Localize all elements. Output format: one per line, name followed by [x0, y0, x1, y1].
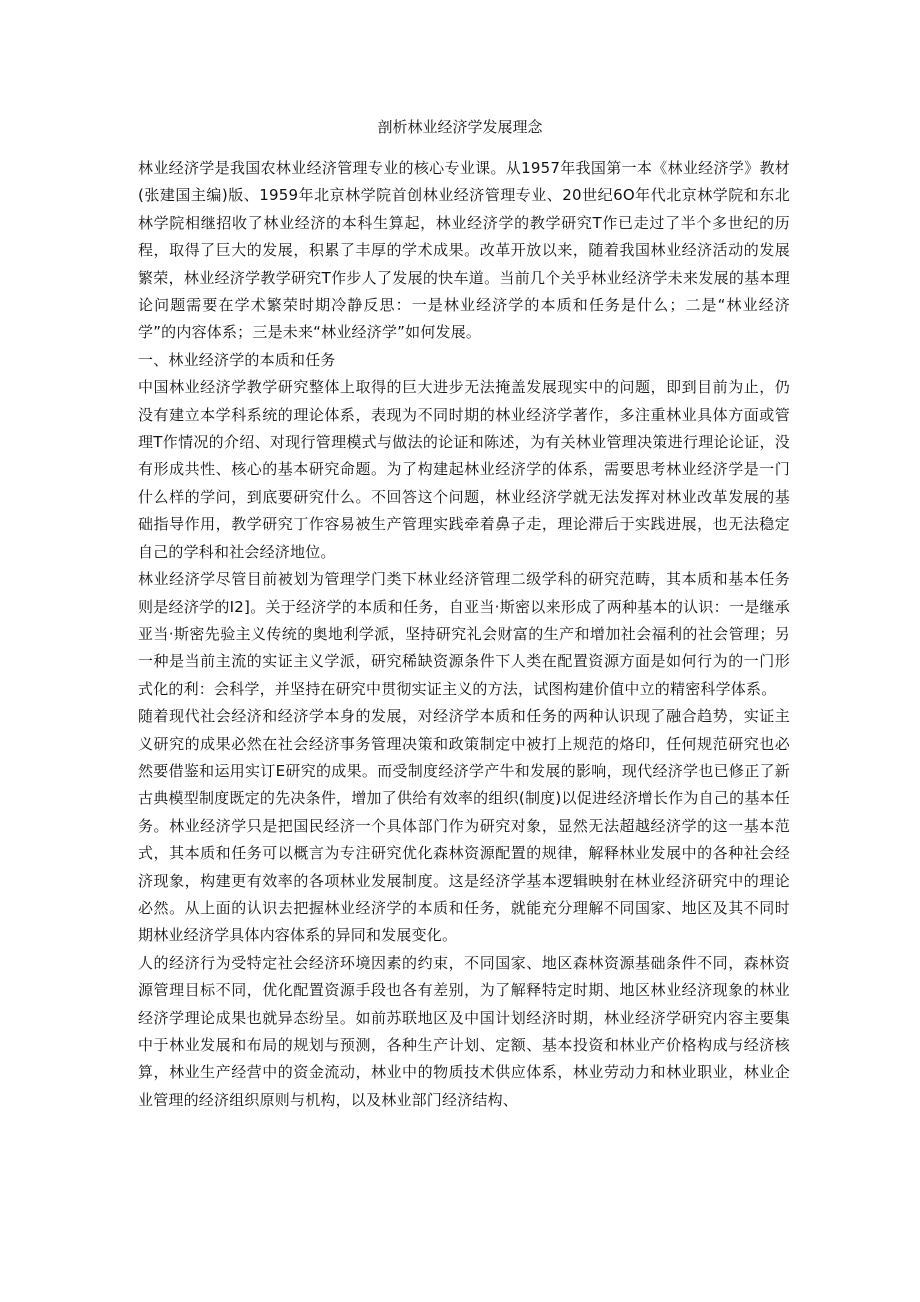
section-paragraph-1: 中国林业经济学教学研究整体上取得的巨大进步无法掩盖发展现实中的问题，即到目前为止，仍没有建立本学科系统的理论体系，表现为不同时期的林业经济学著作，多注重林业具体方面或管理T作情况的介绍、对现行管理模式与做法的论证和陈述，为有关林业管理决策进行理论论证，没有形成共性、核心的基本研究命题。为了构建起林业经济学的体系，需要思考林业经济学是一门什么样的学问，到底要研究什么。不回答这个问题，林业经济学就无法发挥对林业改革发展的基础指导作用，教学研究丁作容易被生产管理实践牵着鼻子走，理论滞后于实践进展，也无法稳定自己的学科和社会经济地位。	[138, 378, 790, 561]
section-paragraph-4: 人的经济行为受特定社会经济环境因素的约束，不同国家、地区森林资源基础条件不同，森林资源管理目标不同，优化配置资源手段也各有差别，为了解释特定时期、地区林业经济现象的林业经济学理论成果也就异态纷呈。如前苏联地区及中国计划经济时期，林业经济学研究内容主要集中于林业发展和布局的规划与预测，各种生产计划、定额、基本投资和林业产价格构成与经济核算，林业生产经营中的资金流动，林业中的物质技术供应体系，林业劳动力和林业职业，林业企业管理的经济组织原则与机构，以及林业部门经济结构、	[138, 953, 790, 1109]
document-body	[138, 155, 790, 1114]
section-heading: 一、林业经济学的本质和任务	[138, 350, 336, 369]
intro-paragraph: 林业经济学是我国农林业经济管理专业的核心专业课。从1957年我国第一本《林业经济学》教材(张建国主编)版、1959年北京林学院首创林业经济管理专业、20世纪6O年代北京林学院和东北林学院相继招收了林业经济的本科生算起，林业经济学的教学研究T作已走过了半个多世纪的历程，取得了巨大的发展，积累了丰厚的学术成果。改革开放以来，随着我国林业经济活动的发展繁荣，林业经济学教学研究T作步人了发展的快车道。当前几个关乎林业经济学未来发展的基本理论问题需要在学术繁荣时期冷静反思：一是林业经济学的本质和任务是什么；二是“林业经济学”的内容体系；三是未来“林业经济学”如何发展。	[138, 159, 790, 342]
document-title: 剖析林业经济学发展理念	[377, 118, 543, 136]
section-paragraph-3: 随着现代社会经济和经济学本身的发展，对经济学本质和任务的两种认识现了融合趋势，实证主义研究的成果必然在社会经济事务管理决策和政策制定中被打上规范的烙印，任何规范研究也必然要借鉴和运用实订E研究的成果。而受制度经济学产牛和发展的影响，现代经济学也已修正了新古典模型制度既定的先决条件，增加了供给有效率的组织(制度)以促进经济增长作为自己的基本任务。林业经济学只是把国民经济一个具体部门作为研究对象，显然无法超越经济学的这一基本范式，其本质和任务可以概言为专注研究优化森林资源配置的规律，解释林业发展中的各种社会经济现象，构建更有效率的各项林业发展制度。这是经济学基本逻辑映射在林业经济研究中的理论必然。从上面的认识去把握林业经济学的本质和任务，就能充分理解不同国家、地区及其不同时期林业经济学具体内容体系的异同和发展变化。	[138, 707, 790, 945]
section-paragraph-2: 林业经济学尽管目前被划为管理学门类下林业经济管理二级学科的研究范畴，其本质和基本任务则是经济学的I2]。关于经济学的本质和任务，自亚当·斯密以来形成了两种基本的认识：一是继承亚当·斯密先验主义传统的奥地利学派，坚持研究礼会财富的生产和增加社会福利的社会管理；另一种是当前主流的实证主义学派，研究稀缺资源条件下人类在配置资源方面是如何行为的一门形式化的利：会科学，并坚持在研究中贯彻实证主义的方法，试图构建价值中立的精密科学体系。	[138, 570, 790, 698]
